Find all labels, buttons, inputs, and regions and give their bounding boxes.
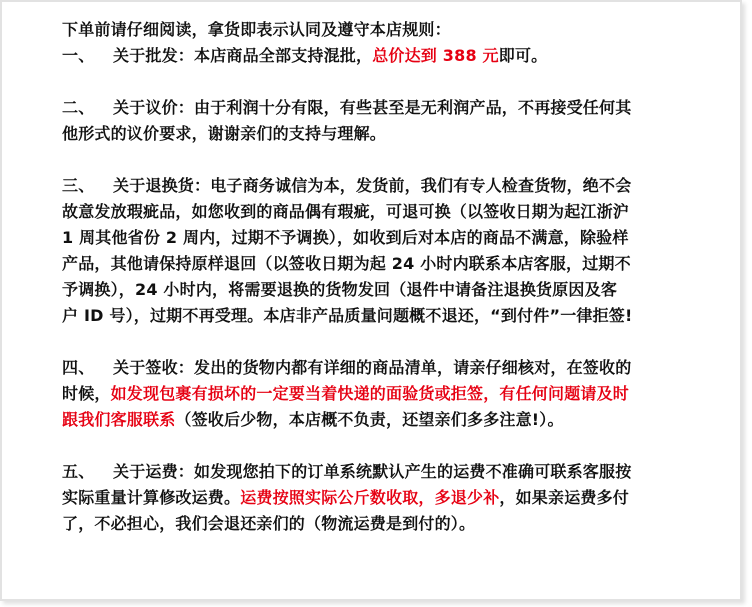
rule-3-line-4: 产品，其他请保持原样退回（以签收日期为起 24 小时内联系本店客服，过期不 [62, 254, 631, 273]
rule-3-line-6: 户 ID 号），过期不再受理。本店非产品质量问题概不退还，“到付件”一律拒签! [62, 306, 633, 325]
rule-3-line-1 [62, 173, 688, 199]
rule-4-line-2 [62, 381, 688, 407]
section-gap [62, 329, 688, 355]
rule-4-line-3 [62, 407, 688, 433]
rule-5-highlight: 运费按照实际公斤数收取，多退少补 [240, 488, 500, 507]
section-gap [62, 147, 688, 173]
rule-2-text-1: 关于议价：由于利润十分有限，有些甚至是无利润产品，不再接受任何其 [113, 98, 632, 117]
rule-5-line-1 [62, 459, 688, 485]
rule-1-line-1 [62, 43, 688, 69]
section-gap [62, 69, 688, 95]
rule-5-text-3: ，如果亲运费多付 [499, 488, 630, 507]
rule-3-text-1: 关于退换货：电子商务诚信为本，发货前，我们有专人检查货物，绝不会 [113, 176, 632, 195]
rule-5-line-2 [62, 485, 688, 511]
rule-1-text: 关于批发：本店商品全部支持混批， [113, 46, 373, 65]
rule-4-highlight-2: 跟我们客服联系 [62, 410, 176, 429]
section-gap [62, 433, 688, 459]
rule-1-number: 一、 [62, 46, 95, 65]
rule-3-line-2: 故意发放瑕疵品，如您收到的商品偶有瑕疵，可退可换（以签收日期为起江浙沪 [62, 202, 630, 221]
rule-2-line-1 [62, 95, 688, 121]
rule-4-line-1 [62, 355, 688, 381]
rule-4-text-2: 时候， [62, 384, 111, 403]
rule-3-line-5: 予调换），24 小时内，将需要退换的货物发回（退件中请备注退换货原因及客 [62, 280, 618, 299]
rule-5-text-2: 实际重量计算修改运费。 [62, 488, 241, 507]
rule-4-number: 四、 [62, 358, 95, 377]
rule-4-text-3: （签收后少物，本店概不负责，还望亲们多多注意!）。 [175, 410, 564, 429]
rule-1-highlight: 总价达到 388 元 [372, 46, 499, 65]
rule-5-line-3: 了，不必担心，我们会退还亲们的（物流运费是到付的）。 [62, 514, 476, 533]
rule-2-number: 二、 [62, 98, 95, 117]
rule-1-tail: 即可。 [498, 46, 548, 65]
rule-5-text-1: 关于运费：如发现您拍下的订单系统默认产生的运费不准确可联系客服按 [113, 462, 632, 481]
rule-3-line-3: 1 周其他省份 2 周内，过期不予调换），如收到后对本店的商品不满意，除验样 [62, 228, 629, 247]
rule-4-highlight-1: 如发现包裹有损坏的一定要当着快递的面验货或拒签，有任何问题请及时 [110, 384, 630, 403]
rule-3-number: 三、 [62, 176, 95, 195]
rule-2-line-2: 他形式的议价要求，谢谢亲们的支持与理解。 [62, 124, 387, 143]
rule-4-text-1: 关于签收：发出的货物内都有详细的商品清单，请亲仔细核对，在签收的 [113, 358, 632, 377]
intro-line: 下单前请仔细阅读，拿货即表示认同及遵守本店规则： [62, 20, 451, 39]
store-rules-document [62, 17, 688, 537]
rule-5-number: 五、 [62, 462, 95, 481]
